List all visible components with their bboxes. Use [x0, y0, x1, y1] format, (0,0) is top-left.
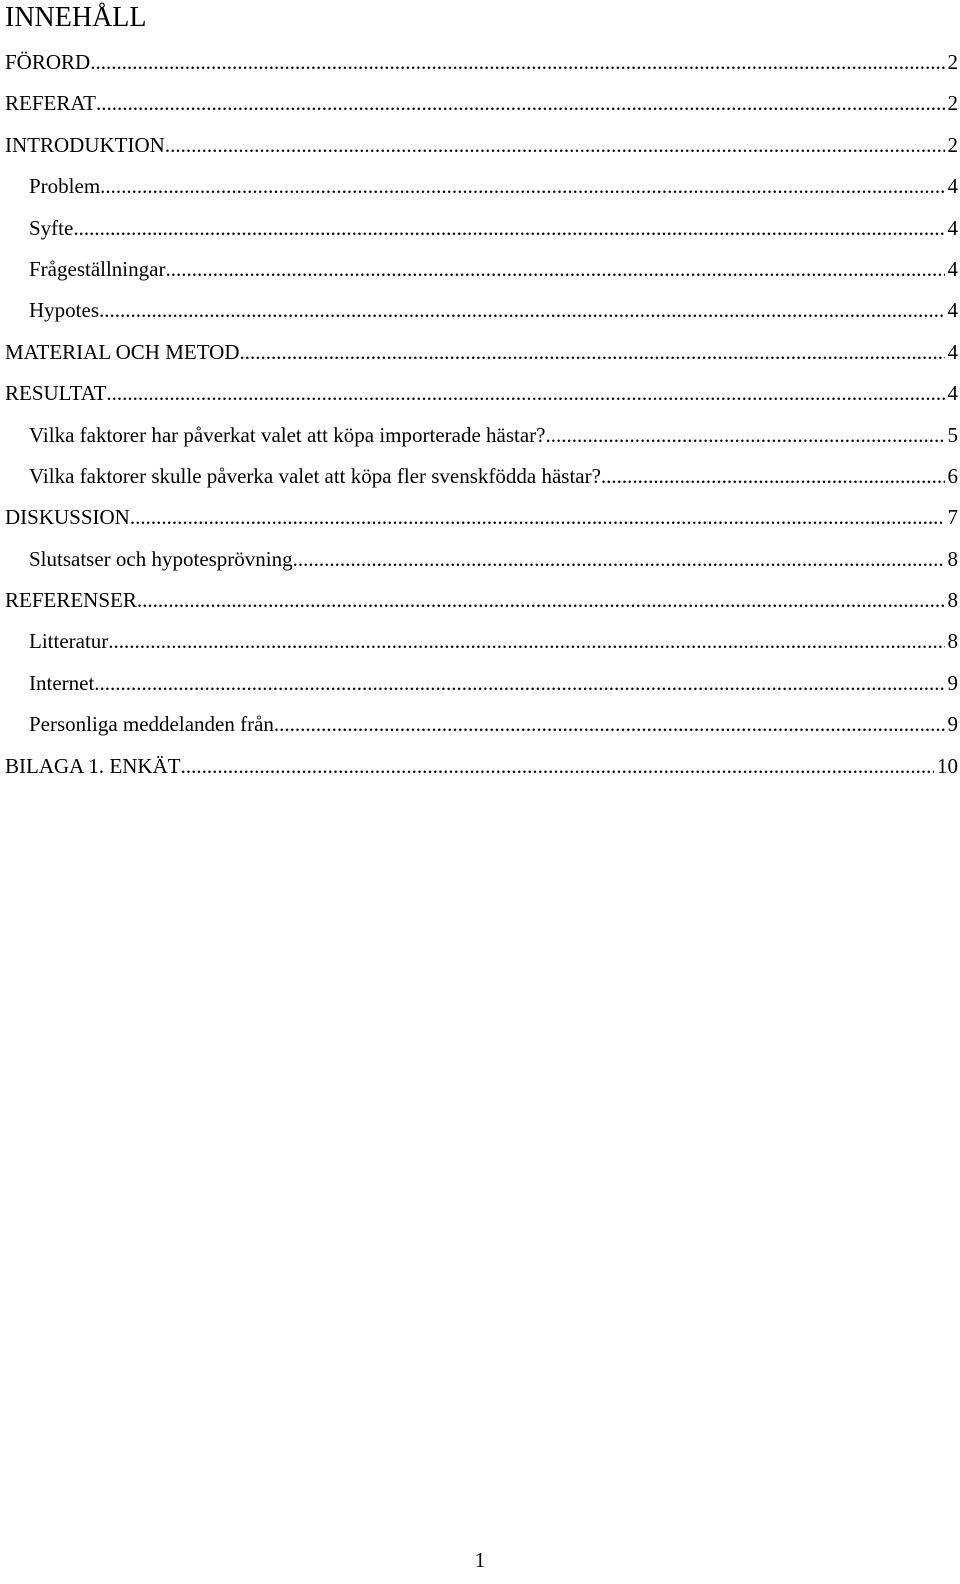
toc-entry-label: Personliga meddelanden från: [29, 712, 274, 737]
toc-dot-leader: [181, 746, 934, 787]
toc-entry-label: Vilka faktorer har påverkat valet att köpa importerade hästar?: [29, 422, 546, 447]
toc-entry-page: 9: [947, 670, 958, 695]
toc-dot-leader: [245, 332, 945, 373]
toc-entry-page: 4: [947, 256, 958, 281]
toc-entry-page: 4: [947, 215, 958, 240]
toc-entry[interactable]: [5, 621, 960, 662]
toc-dot-leader: [100, 166, 944, 207]
toc-entry[interactable]: [5, 497, 960, 538]
toc-entry-page: 2: [947, 132, 958, 157]
toc-entry-label: MATERIAL OCH METOD.: [5, 339, 245, 364]
toc-entry-page: 4: [947, 339, 958, 364]
toc-entry[interactable]: [5, 208, 960, 249]
toc-dot-leader: [293, 539, 945, 580]
toc-entry-label: Internet: [29, 670, 95, 695]
toc-entry-label: Vilka faktorer skulle påverka valet att köpa fler svenskfödda hästar?: [29, 463, 601, 488]
toc-entry-page: 8: [947, 546, 958, 571]
toc-dot-leader: [108, 621, 944, 662]
toc-entry-page: 8: [947, 588, 958, 613]
toc-dot-leader: [104, 290, 944, 331]
toc-dot-leader: [274, 704, 945, 745]
toc-entry-page: 8: [947, 629, 958, 654]
toc-entry-page: 2: [947, 50, 958, 74]
toc-entry-label: Problem: [29, 174, 101, 199]
toc-entry[interactable]: [5, 456, 960, 497]
toc-entry-label: Slutsatser och hypotesprövning: [29, 546, 293, 571]
toc-entry[interactable]: [5, 290, 960, 331]
toc-entry-page: 6: [947, 463, 958, 488]
toc-entry[interactable]: [5, 332, 960, 373]
toc-entry-page: 2: [947, 91, 958, 116]
page-number: 1: [474, 1548, 486, 1572]
toc-dot-leader: [73, 208, 944, 249]
toc-entry[interactable]: [5, 373, 960, 414]
toc-entry-label: Hypotes.: [29, 298, 105, 323]
toc-entry-label: DISKUSSION: [5, 505, 130, 530]
toc-entry-page: 7: [947, 505, 958, 530]
toc-entry-page: 4: [947, 298, 958, 323]
toc-entry[interactable]: [5, 704, 960, 745]
toc-entry[interactable]: [5, 249, 960, 290]
toc-entry-label: Litteratur: [29, 629, 109, 654]
table-of-contents: [5, 42, 960, 787]
toc-entry-label: BILAGA 1. ENKÄT: [5, 753, 181, 778]
toc-entry-label: Frågeställningar: [29, 256, 166, 281]
toc-entry[interactable]: [5, 166, 960, 207]
toc-entry-label: INTRODUKTION: [5, 132, 165, 157]
toc-entry[interactable]: [5, 125, 960, 166]
toc-entry[interactable]: [5, 539, 960, 580]
toc-dot-leader: [106, 373, 944, 414]
toc-entry[interactable]: [5, 42, 960, 83]
toc-entry[interactable]: [5, 663, 960, 704]
toc-entry-label: RESULTAT: [5, 381, 107, 406]
toc-dot-leader: [90, 42, 944, 83]
toc-entry-page: 9: [947, 712, 958, 737]
toc-entry-page: 4: [947, 381, 958, 406]
toc-dot-leader: [165, 249, 944, 290]
toc-title: INNEHÅLL: [5, 2, 147, 33]
toc-dot-leader: [165, 125, 945, 166]
toc-entry-page: 5: [947, 422, 958, 447]
toc-entry-label: FÖRORD: [5, 50, 91, 74]
toc-entry-label: REFERENSER: [5, 588, 137, 613]
toc-entry[interactable]: [5, 83, 960, 124]
toc-entry-label: REFERAT: [5, 91, 97, 116]
toc-dot-leader: [96, 83, 944, 124]
toc-entry[interactable]: [5, 746, 960, 787]
toc-entry[interactable]: [5, 580, 960, 621]
toc-dot-leader: [137, 580, 945, 621]
toc-dot-leader: [546, 415, 945, 456]
toc-entry-page: 4: [947, 174, 958, 199]
toc-dot-leader: [130, 497, 945, 538]
toc-dot-leader: [601, 456, 945, 497]
toc-entry-page: 10: [937, 753, 958, 778]
toc-entry[interactable]: [5, 415, 960, 456]
toc-dot-leader: [94, 663, 944, 704]
toc-entry-label: Syfte: [29, 215, 74, 240]
